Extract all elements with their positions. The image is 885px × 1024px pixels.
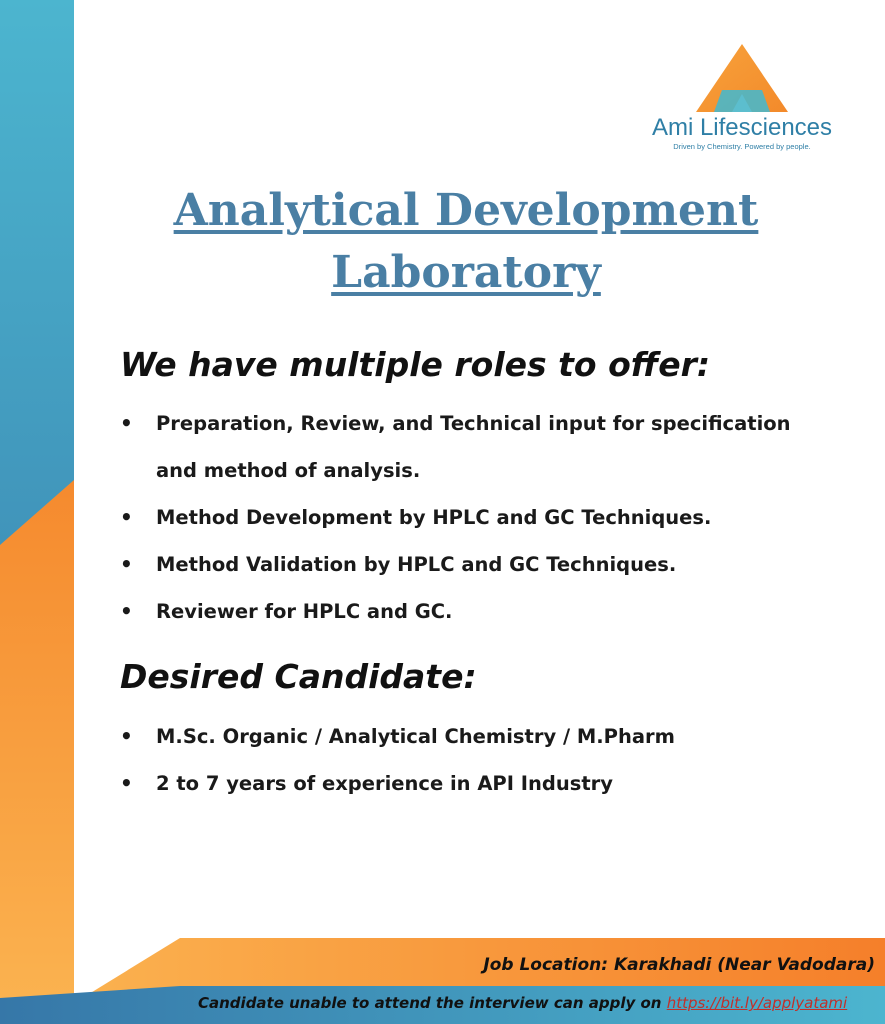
apply-note — [198, 994, 878, 1012]
title-line-2: Laboratory — [331, 247, 601, 298]
candidate-heading: Desired Candidate: — [120, 657, 477, 696]
apply-text: Candidate unable to attend the interview can apply on — [198, 994, 667, 1012]
list-item: • Method Validation by HPLC and GC Techniques. — [120, 541, 830, 588]
list-item: • Method Development by HPLC and GC Techniques. — [120, 494, 830, 541]
roles-list — [120, 400, 830, 635]
candidate-list — [120, 713, 830, 807]
list-item: • 2 to 7 years of experience in API Industry — [120, 760, 830, 807]
page-title — [120, 180, 812, 304]
list-item: • M.Sc. Organic / Analytical Chemistry / M.Pharm — [120, 713, 830, 760]
title-line-1: Analytical Development — [173, 185, 759, 236]
company-logo — [632, 44, 852, 154]
list-item: • Preparation, Review, and Technical input for specification and method of analysis. — [120, 400, 830, 494]
list-item: • Reviewer for HPLC and GC. — [120, 588, 830, 635]
company-name: Ami Lifesciences — [651, 114, 833, 141]
roles-heading: We have multiple roles to offer: — [120, 345, 711, 384]
logo-triangle-icon — [696, 44, 788, 112]
job-location: Job Location: Karakhadi (Near Vadodara) — [483, 955, 875, 975]
left-decorative-bar — [0, 0, 74, 1024]
apply-link[interactable]: https://bit.ly/applyatami — [666, 994, 848, 1012]
company-tagline: Driven by Chemistry. Powered by people. — [673, 142, 811, 151]
